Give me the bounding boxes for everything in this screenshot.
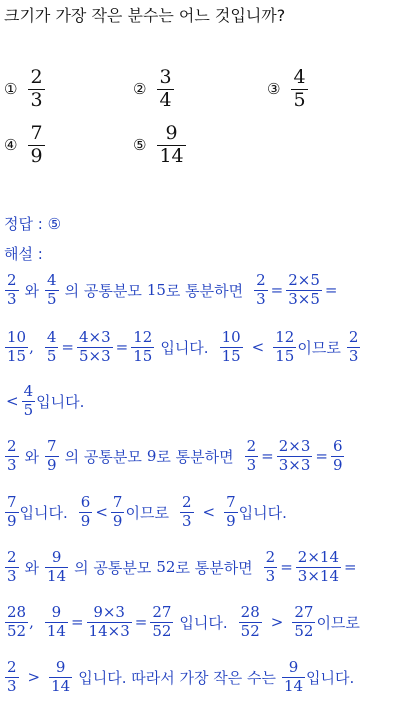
fraction — [254, 273, 268, 308]
numerator: 2 — [265, 548, 276, 566]
option-marker: ② — [133, 80, 147, 99]
explanation-line-8 — [4, 660, 354, 695]
inline-text: < — [251, 338, 265, 357]
inline-text: 의 공통분모 — [64, 447, 142, 466]
explanation-line-5 — [4, 495, 287, 530]
numerator: 4 — [293, 66, 306, 88]
denominator: 14 — [159, 144, 184, 167]
fraction — [45, 273, 59, 308]
numerator: 9 — [55, 658, 66, 676]
fraction — [180, 495, 194, 530]
option-fraction — [157, 68, 173, 111]
inline-text: 이므로 — [316, 613, 360, 632]
denominator: 5 — [23, 400, 34, 419]
denominator: 9 — [112, 511, 123, 530]
inline-text: = — [280, 558, 293, 577]
inline-text: = — [115, 338, 129, 357]
inline-text: = — [344, 558, 357, 577]
option-marker: ④ — [4, 136, 18, 155]
fraction — [224, 495, 238, 530]
option-fraction — [157, 124, 185, 167]
denominator: 3 — [181, 511, 192, 530]
denominator: 4 — [159, 88, 172, 111]
inline-text: 15 — [146, 281, 166, 300]
denominator: 3 — [7, 289, 17, 308]
numerator: 2 — [246, 437, 257, 455]
fraction — [5, 330, 28, 365]
fraction — [5, 605, 28, 640]
fraction — [245, 439, 259, 474]
fraction — [296, 550, 341, 585]
option-marker: ① — [4, 80, 18, 99]
denominator: 5 — [293, 88, 306, 111]
denominator: 14 — [47, 566, 67, 585]
numerator: 9 — [288, 658, 299, 676]
numerator: 2 — [7, 437, 17, 455]
inline-text: > — [27, 668, 41, 687]
inline-text: 이므로 — [125, 503, 169, 522]
denominator: 52 — [152, 621, 172, 640]
fraction — [45, 550, 68, 585]
numerator: 4 — [47, 271, 57, 289]
denominator: 52 — [294, 621, 314, 640]
numerator: 2 — [7, 658, 17, 676]
inline-text: < — [202, 503, 216, 522]
question-text: 크기가 가장 작은 분수는 어느 것입니까? — [4, 6, 286, 25]
numerator: 4×3 — [79, 328, 111, 346]
option-marker: ⑤ — [133, 136, 147, 155]
fraction — [45, 605, 68, 640]
numerator: 2×14 — [297, 548, 339, 566]
explanation-line-7 — [4, 605, 360, 640]
fraction — [131, 330, 154, 365]
numerator: 2×5 — [288, 271, 320, 289]
fraction — [111, 495, 125, 530]
denominator: 3 — [7, 676, 17, 695]
denominator: 3 — [7, 566, 17, 585]
fraction — [239, 605, 262, 640]
inline-text: 로 통분하면 — [175, 558, 253, 577]
numerator: 7 — [30, 122, 43, 144]
denominator: 3×3 — [278, 455, 311, 474]
numerator: 9 — [51, 548, 62, 566]
fraction — [49, 660, 72, 695]
denominator: 9 — [226, 511, 236, 530]
numerator: 2 — [7, 271, 17, 289]
denominator: 5 — [47, 289, 57, 308]
fraction — [22, 384, 36, 419]
numerator: 7 — [7, 493, 17, 511]
denominator: 52 — [7, 621, 27, 640]
option-marker: ③ — [267, 80, 281, 99]
numerator: 7 — [112, 493, 123, 511]
inline-text: 입니다. — [19, 503, 68, 522]
inline-text: < — [6, 392, 19, 411]
option-1[interactable] — [4, 68, 46, 111]
inline-text: 52 — [156, 558, 176, 577]
explanation-line-1 — [4, 273, 339, 308]
fraction — [5, 660, 19, 695]
fraction — [45, 439, 59, 474]
denominator: 3 — [246, 455, 257, 474]
fraction — [286, 273, 322, 308]
fraction — [347, 330, 361, 365]
inline-text: > — [270, 613, 284, 632]
inline-text: 입니다. 따라서 가장 작은 수는 — [78, 668, 276, 687]
fraction — [5, 439, 19, 474]
inline-text: = — [315, 447, 328, 466]
denominator: 15 — [133, 346, 153, 365]
numerator: 2 — [256, 271, 266, 289]
option-fraction — [28, 124, 44, 167]
answer-value: ⑤ — [47, 215, 62, 233]
inline-text: = — [61, 338, 74, 357]
inline-text: 와 — [24, 281, 40, 300]
denominator: 14 — [283, 676, 304, 695]
numerator: 6 — [80, 493, 91, 511]
fraction — [282, 660, 305, 695]
inline-text: 입니다. — [179, 613, 228, 632]
answer-line — [4, 213, 61, 234]
explanation-line-2 — [4, 330, 361, 365]
inline-text: , — [29, 613, 34, 632]
numerator: 3 — [159, 66, 172, 88]
option-4[interactable] — [4, 124, 46, 167]
fraction — [87, 605, 132, 640]
fraction — [220, 330, 243, 365]
denominator: 15 — [275, 346, 295, 365]
numerator: 4 — [23, 382, 34, 400]
numerator: 2 — [181, 493, 192, 511]
denominator: 15 — [221, 346, 241, 365]
denominator: 3 — [7, 455, 17, 474]
numerator: 2 — [348, 328, 359, 346]
option-fraction — [28, 68, 44, 111]
denominator: 3×5 — [288, 289, 320, 308]
inline-text: 이므로 — [297, 338, 341, 357]
numerator: 2×3 — [278, 437, 311, 455]
numerator: 9×3 — [93, 603, 125, 621]
denominator: 9 — [332, 455, 343, 474]
denominator: 14 — [51, 676, 71, 695]
denominator: 9 — [80, 511, 91, 530]
numerator: 12 — [275, 328, 295, 346]
denominator: 3 — [30, 88, 43, 111]
numerator: 4 — [46, 328, 57, 346]
explanation-line-4 — [4, 439, 345, 474]
numerator: 28 — [240, 603, 260, 621]
denominator: 14 — [46, 621, 66, 640]
option-2[interactable] — [133, 68, 175, 111]
inline-text: , — [29, 338, 34, 357]
fraction — [292, 605, 315, 640]
fraction — [77, 330, 113, 365]
fraction — [264, 550, 278, 585]
fraction — [331, 439, 345, 474]
inline-text: 와 — [24, 558, 40, 577]
inline-text: 9 — [146, 447, 157, 466]
inline-text: 의 공통분모 — [74, 558, 152, 577]
inline-text: 로 통분하면 — [165, 281, 244, 300]
inline-text: = — [261, 447, 274, 466]
numerator: 9 — [51, 603, 62, 621]
numerator: 27 — [152, 603, 172, 621]
denominator: 9 — [47, 455, 57, 474]
denominator: 3×14 — [297, 566, 339, 585]
numerator: 28 — [7, 603, 27, 621]
answer-label: 정답 : — [4, 215, 43, 233]
denominator: 15 — [7, 346, 27, 365]
numerator: 12 — [133, 328, 153, 346]
option-5[interactable] — [133, 124, 187, 167]
denominator: 5 — [46, 346, 57, 365]
denominator: 3 — [265, 566, 276, 585]
numerator: 27 — [294, 603, 314, 621]
inline-text: 와 — [24, 447, 40, 466]
explanation-label: 해설 : — [4, 245, 43, 263]
fraction — [79, 495, 93, 530]
explanation-line-3 — [4, 384, 84, 419]
numerator: 10 — [7, 328, 27, 346]
inline-text: 입니다. — [238, 503, 287, 522]
fraction — [277, 439, 313, 474]
fraction — [5, 495, 19, 530]
inline-text: = — [134, 613, 148, 632]
numerator: 7 — [226, 493, 236, 511]
numerator: 7 — [47, 437, 57, 455]
inline-text: = — [70, 613, 84, 632]
numerator: 10 — [221, 328, 241, 346]
inline-text: = — [324, 281, 338, 300]
numerator: 2 — [30, 66, 43, 88]
option-3[interactable] — [267, 68, 309, 111]
denominator: 14×3 — [88, 621, 130, 640]
fraction — [5, 273, 19, 308]
fraction — [5, 550, 19, 585]
inline-text: 입니다. — [160, 338, 209, 357]
explanation-line-6 — [4, 550, 359, 585]
inline-text: 입니다. — [306, 668, 355, 687]
option-fraction — [291, 68, 307, 111]
numerator: 9 — [165, 122, 178, 144]
denominator: 3 — [256, 289, 266, 308]
numerator: 6 — [332, 437, 343, 455]
fraction — [150, 605, 173, 640]
denominator: 52 — [240, 621, 260, 640]
fraction — [273, 330, 296, 365]
inline-text: 의 공통분모 — [64, 281, 142, 300]
inline-text: 입니다. — [36, 392, 85, 411]
numerator: 2 — [7, 548, 17, 566]
denominator: 3 — [348, 346, 359, 365]
fraction — [45, 330, 59, 365]
inline-text: 로 통분하면 — [156, 447, 234, 466]
denominator: 5×3 — [79, 346, 111, 365]
inline-text: = — [270, 281, 284, 300]
inline-text: < — [95, 503, 108, 522]
denominator: 9 — [7, 511, 17, 530]
denominator: 9 — [30, 144, 43, 167]
